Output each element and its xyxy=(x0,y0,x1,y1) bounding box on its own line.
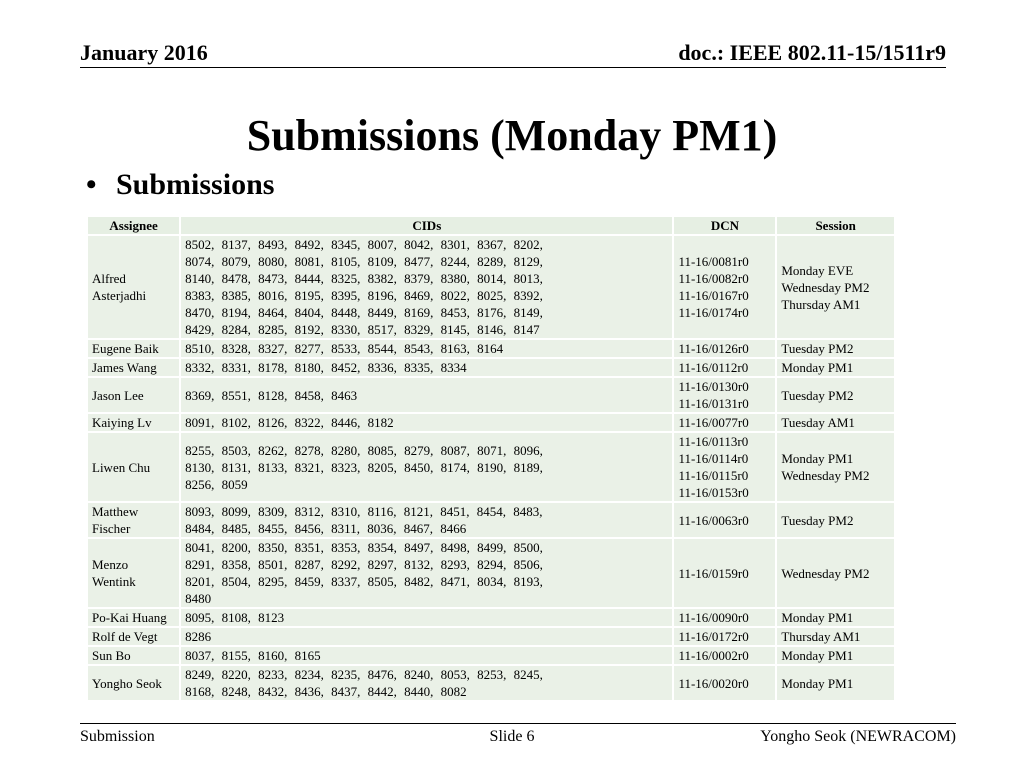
dcn-line: 11-16/0081r0 xyxy=(678,254,749,269)
session-cell xyxy=(776,377,895,413)
dcn-cell xyxy=(673,608,776,627)
footer-divider xyxy=(80,723,956,724)
slide-title: Submissions (Monday PM1) xyxy=(246,111,778,160)
dcn-line: 11-16/0159r0 xyxy=(678,565,749,581)
dcn-line: 11-16/0172r0 xyxy=(678,629,749,644)
assignee-line: Eugene Baik xyxy=(92,341,159,356)
cids-line: 8484, 8485, 8455, 8456, 8311, 8036, 8467, 8466 xyxy=(185,521,467,536)
cids-line: 8095, 8108, 8123 xyxy=(185,610,285,625)
session-line: Monday EVE xyxy=(781,262,854,278)
dcn-line: 11-16/0020r0 xyxy=(678,675,749,691)
assignee-line: James Wang xyxy=(92,360,157,375)
table-header-row xyxy=(87,216,895,235)
assignee-cell xyxy=(87,235,180,339)
dcn-cell xyxy=(673,339,776,358)
header-assignee: Assignee xyxy=(87,216,180,235)
assignee-cell xyxy=(87,432,180,502)
cids-line: 8256, 8059 xyxy=(185,476,248,492)
dcn-line: 11-16/0002r0 xyxy=(678,648,749,663)
dcn-line: 11-16/0153r0 xyxy=(678,485,749,500)
table-row xyxy=(87,608,895,627)
submissions-table-wrapper xyxy=(86,215,896,702)
bullet-text: Submissions xyxy=(116,168,275,201)
submissions-table xyxy=(86,215,896,702)
session-cell xyxy=(776,646,895,665)
table-row xyxy=(87,235,895,339)
table-row xyxy=(87,413,895,432)
session-line: Tuesday PM2 xyxy=(781,512,854,528)
dcn-line: 11-16/0082r0 xyxy=(678,271,749,286)
assignee-line: Wentink xyxy=(92,574,136,589)
dcn-cell xyxy=(673,377,776,413)
cids-line: 8201, 8504, 8295, 8459, 8337, 8505, 8482, 8471, 8034, 8193, xyxy=(185,574,543,589)
dcn-line: 11-16/0113r0 xyxy=(678,434,749,449)
session-cell xyxy=(776,413,895,432)
session-cell xyxy=(776,339,895,358)
table-row xyxy=(87,502,895,538)
session-line: Wednesday PM2 xyxy=(781,279,870,295)
footer-author: Yongho Seok (NEWRACOM) xyxy=(760,728,956,745)
session-line: Monday PM1 xyxy=(781,675,854,691)
session-line: Thursday AM1 xyxy=(781,629,861,644)
dcn-cell xyxy=(673,235,776,339)
table-row xyxy=(87,432,895,502)
cids-line: 8332, 8331, 8178, 8180, 8452, 8336, 8335, 8334 xyxy=(185,360,467,375)
dcn-line: 11-16/0174r0 xyxy=(678,305,749,320)
cids-line: 8291, 8358, 8501, 8287, 8292, 8297, 8132, 8293, 8294, 8506, xyxy=(185,557,543,572)
session-line: Monday PM1 xyxy=(781,610,854,625)
header-cids: CIDs xyxy=(180,216,673,235)
assignee-line: Rolf de Vegt xyxy=(92,629,158,644)
header-dcn: DCN xyxy=(673,216,776,235)
assignee-line: Asterjadhi xyxy=(92,288,147,303)
table-row xyxy=(87,665,895,701)
session-line: Thursday AM1 xyxy=(781,296,861,312)
header-session: Session xyxy=(776,216,895,235)
cids-line: 8510, 8328, 8327, 8277, 8533, 8544, 8543, 8163, 8164 xyxy=(185,341,504,356)
dcn-line: 11-16/0112r0 xyxy=(678,360,749,375)
assignee-cell xyxy=(87,358,180,377)
assignee-line: Fischer xyxy=(92,521,131,536)
session-cell xyxy=(776,627,895,646)
session-cell xyxy=(776,502,895,538)
session-line: Wednesday PM2 xyxy=(781,565,870,581)
header-doc-id: doc.: IEEE 802.11-15/1511r9 xyxy=(678,40,946,65)
dcn-line: 11-16/0063r0 xyxy=(678,512,749,528)
table-row xyxy=(87,377,895,413)
session-line: Monday PM1 xyxy=(781,360,854,375)
cids-cell xyxy=(180,358,673,377)
session-cell xyxy=(776,608,895,627)
cids-cell xyxy=(180,377,673,413)
cids-line: 8037, 8155, 8160, 8165 xyxy=(185,648,321,663)
cids-line: 8369, 8551, 8128, 8458, 8463 xyxy=(185,387,358,403)
footer-label: Submission xyxy=(80,728,155,745)
assignee-cell xyxy=(87,377,180,413)
cids-line: 8091, 8102, 8126, 8322, 8446, 8182 xyxy=(185,415,394,430)
dcn-line: 11-16/0130r0 xyxy=(678,379,749,394)
cids-line: 8429, 8284, 8285, 8192, 8330, 8517, 8329, 8145, 8146, 8147 xyxy=(185,322,540,337)
cids-cell xyxy=(180,646,673,665)
assignee-cell xyxy=(87,538,180,608)
cids-line: 8502, 8137, 8493, 8492, 8345, 8007, 8042, 8301, 8367, 8202, xyxy=(185,237,543,252)
session-line: Monday PM1 xyxy=(781,648,854,663)
assignee-cell xyxy=(87,339,180,358)
cids-line: 8383, 8385, 8016, 8195, 8395, 8196, 8469, 8022, 8025, 8392, xyxy=(185,288,543,303)
session-cell xyxy=(776,358,895,377)
cids-cell xyxy=(180,627,673,646)
assignee-cell xyxy=(87,627,180,646)
table-row xyxy=(87,627,895,646)
cids-line: 8286 xyxy=(185,629,212,644)
cids-cell xyxy=(180,608,673,627)
cids-cell xyxy=(180,502,673,538)
assignee-line: Po-Kai Huang xyxy=(92,610,167,625)
table-row xyxy=(87,538,895,608)
dcn-line: 11-16/0126r0 xyxy=(678,341,749,356)
dcn-line: 11-16/0115r0 xyxy=(678,468,749,483)
table-body xyxy=(87,235,895,701)
session-cell xyxy=(776,432,895,502)
header-date: January 2016 xyxy=(80,40,208,65)
cids-cell xyxy=(180,665,673,701)
assignee-line: Alfred xyxy=(92,271,126,286)
session-line: Wednesday PM2 xyxy=(781,468,870,483)
assignee-line: Jason Lee xyxy=(92,387,144,403)
bullet-item xyxy=(86,168,274,202)
cids-cell xyxy=(180,235,673,339)
cids-line: 8249, 8220, 8233, 8234, 8235, 8476, 8240, 8053, 8253, 8245, xyxy=(185,667,543,682)
dcn-line: 11-16/0090r0 xyxy=(678,610,749,625)
cids-cell xyxy=(180,339,673,358)
cids-line: 8130, 8131, 8133, 8321, 8323, 8205, 8450, 8174, 8190, 8189, xyxy=(185,459,543,475)
cids-line: 8480 xyxy=(185,591,212,606)
assignee-cell xyxy=(87,665,180,701)
cids-cell xyxy=(180,413,673,432)
bullet-dot: • xyxy=(86,168,97,201)
assignee-line: Liwen Chu xyxy=(92,459,151,475)
assignee-cell xyxy=(87,502,180,538)
cids-line: 8093, 8099, 8309, 8312, 8310, 8116, 8121, 8451, 8454, 8483, xyxy=(185,504,543,519)
table-row xyxy=(87,339,895,358)
dcn-cell xyxy=(673,627,776,646)
dcn-line: 11-16/0131r0 xyxy=(678,396,749,411)
session-line: Monday PM1 xyxy=(781,451,854,466)
table-row xyxy=(87,358,895,377)
assignee-line: Kaiying Lv xyxy=(92,415,152,430)
dcn-line: 11-16/0167r0 xyxy=(678,288,749,303)
dcn-cell xyxy=(673,502,776,538)
cids-line: 8255, 8503, 8262, 8278, 8280, 8085, 8279, 8087, 8071, 8096, xyxy=(185,442,543,458)
assignee-cell xyxy=(87,413,180,432)
cids-cell xyxy=(180,432,673,502)
session-cell xyxy=(776,235,895,339)
cids-line: 8470, 8194, 8464, 8404, 8448, 8449, 8169, 8453, 8176, 8149, xyxy=(185,305,543,320)
session-line: Tuesday PM2 xyxy=(781,387,854,403)
assignee-line: Matthew xyxy=(92,504,139,519)
dcn-cell xyxy=(673,538,776,608)
session-cell xyxy=(776,538,895,608)
assignee-cell xyxy=(87,646,180,665)
table-row xyxy=(87,646,895,665)
session-line: Tuesday AM1 xyxy=(781,415,855,430)
assignee-line: Yongho Seok xyxy=(92,675,162,691)
assignee-line: Sun Bo xyxy=(92,648,131,663)
dcn-line: 11-16/0114r0 xyxy=(678,451,749,466)
session-line: Tuesday PM2 xyxy=(781,341,854,356)
cids-line: 8168, 8248, 8432, 8436, 8437, 8442, 8440, 8082 xyxy=(185,684,467,699)
dcn-cell xyxy=(673,413,776,432)
dcn-cell xyxy=(673,646,776,665)
dcn-cell xyxy=(673,665,776,701)
cids-cell xyxy=(180,538,673,608)
header-divider xyxy=(80,67,946,68)
cids-line: 8140, 8478, 8473, 8444, 8325, 8382, 8379, 8380, 8014, 8013, xyxy=(185,271,543,286)
dcn-cell xyxy=(673,432,776,502)
assignee-line: Menzo xyxy=(92,557,129,572)
cids-line: 8074, 8079, 8080, 8081, 8105, 8109, 8477, 8244, 8289, 8129, xyxy=(185,254,543,269)
dcn-line: 11-16/0077r0 xyxy=(678,415,749,430)
dcn-cell xyxy=(673,358,776,377)
slide-number: Slide 6 xyxy=(489,728,535,745)
cids-line: 8041, 8200, 8350, 8351, 8353, 8354, 8497, 8498, 8499, 8500, xyxy=(185,540,543,555)
assignee-cell xyxy=(87,608,180,627)
session-cell xyxy=(776,665,895,701)
